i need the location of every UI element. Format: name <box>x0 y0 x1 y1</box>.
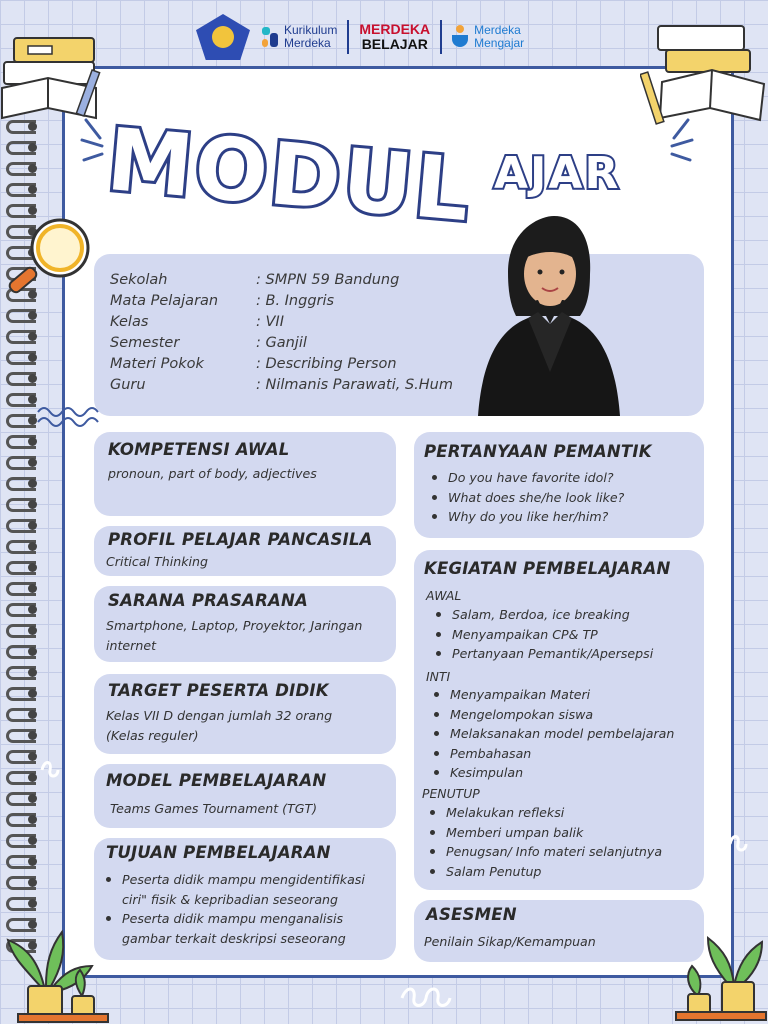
spiral-hole <box>28 458 37 467</box>
kurikulum-text-1: Kurikulum <box>284 23 338 37</box>
info-row-mapel: Mata Pelajaran : B. Inggris <box>110 293 335 309</box>
spiral-hole <box>28 899 37 908</box>
spiral-hole <box>28 374 37 383</box>
kurikulum-merdeka-mark-icon <box>260 25 280 49</box>
merdeka-mengajar-text-2: Mengajar <box>474 36 525 50</box>
sarana-prasarana-card <box>94 586 396 662</box>
spiral-hole <box>28 395 37 404</box>
tujuan-item: Peserta didik mampu mengidentifikasi ciri" fisik & kepribadian seseorang <box>100 870 386 909</box>
spiral-hole <box>28 479 37 488</box>
squiggle-decoration <box>726 830 754 856</box>
spiral-hole <box>28 311 37 320</box>
spiral-hole <box>28 794 37 803</box>
kegiatan-penutup-item: Salam Penutup <box>424 862 662 882</box>
pertanyaan-item: Why do you like her/him? <box>426 507 624 527</box>
tujuan-pembelajaran-title: TUJUAN PEMBELAJARAN <box>106 843 331 862</box>
spiral-hole <box>28 752 37 761</box>
spiral-hole <box>28 857 37 866</box>
spiral-hole <box>28 815 37 824</box>
kegiatan-awal-item: Menyampaikan CP& TP <box>430 625 653 645</box>
target-peserta-card <box>94 674 396 754</box>
kegiatan-inti-label: INTI <box>426 669 451 684</box>
kegiatan-inti-item: Kesimpulan <box>428 763 674 783</box>
model-pembelajaran-title: MODEL PEMBELAJARAN <box>106 771 327 790</box>
spiral-hole <box>28 437 37 446</box>
spiral-hole <box>28 185 37 194</box>
merdeka-belajar-text-2: BELAJAR <box>361 36 428 52</box>
target-peserta-title: TARGET PESERTA DIDIK <box>108 681 329 700</box>
spiral-hole <box>28 605 37 614</box>
spiral-hole <box>28 500 37 509</box>
kegiatan-pembelajaran-card <box>414 550 704 890</box>
spiral-hole <box>28 710 37 719</box>
spiral-hole <box>28 731 37 740</box>
kegiatan-inti-item: Menyampaikan Materi <box>428 685 674 705</box>
merdeka-belajar-logo <box>359 22 430 52</box>
info-row-guru: Guru : Nilmanis Parawati, S.Hum <box>110 377 453 393</box>
kompetensi-awal-text: pronoun, part of body, adjectives <box>108 466 317 481</box>
spiral-hole <box>28 542 37 551</box>
spiral-hole <box>28 164 37 173</box>
pertanyaan-item: What does she/he look like? <box>426 488 624 508</box>
kompetensi-awal-card <box>94 432 396 516</box>
spiral-hole <box>28 521 37 530</box>
target-peserta-text-1: Kelas VII D dengan jumlah 32 orang <box>106 708 333 723</box>
merdeka-mengajar-logo <box>452 24 524 50</box>
spiral-hole <box>28 647 37 656</box>
pertanyaan-item: Do you have favorite idol? <box>426 468 624 488</box>
kegiatan-penutup-item: Memberi umpan balik <box>424 823 662 843</box>
logo-divider <box>347 20 349 54</box>
sparkle-lines-icon <box>652 116 696 166</box>
kegiatan-awal-list <box>430 605 653 664</box>
teacher-photo <box>468 212 624 416</box>
kegiatan-penutup-list <box>424 803 662 881</box>
tujuan-list <box>100 870 386 948</box>
spiral-hole <box>28 626 37 635</box>
tut-wuri-handayani-logo <box>196 14 250 60</box>
kurikulum-text-2: Merdeka <box>284 36 331 50</box>
kompetensi-awal-title: KOMPETENSI AWAL <box>108 440 290 459</box>
books-icon <box>0 18 108 128</box>
sarana-prasarana-text-1: Smartphone, Laptop, Proyektor, Jaringan <box>106 618 363 633</box>
pertanyaan-pemantik-card <box>414 432 704 538</box>
info-row-sekolah: Sekolah : SMPN 59 Bandung <box>110 272 400 288</box>
model-pembelajaran-text: Teams Games Tournament (TGT) <box>110 801 318 816</box>
title-modul: MODUL <box>103 110 476 242</box>
profil-pelajar-text: Critical Thinking <box>106 554 208 569</box>
merdeka-belajar-text-1: MERDEKA <box>359 21 431 37</box>
tujuan-item: Peserta didik mampu menganalisis gambar terkait deskripsi seseorang <box>100 909 386 948</box>
merdeka-mengajar-mark-icon <box>452 25 470 49</box>
sarana-prasarana-title: SARANA PRASARANA <box>108 591 308 610</box>
info-row-semester: Semester : Ganjil <box>110 335 307 351</box>
asesmen-text: Penilain Sikap/Kemampuan <box>424 934 596 949</box>
kegiatan-pembelajaran-title: KEGIATAN PEMBELAJARAN <box>424 559 671 578</box>
logo-divider <box>440 20 442 54</box>
squiggle-decoration <box>398 984 458 1010</box>
squiggle-decoration <box>38 754 68 780</box>
spiral-hole <box>28 584 37 593</box>
pertanyaan-list <box>426 468 624 527</box>
kegiatan-inti-item: Melaksanakan model pembelajaran <box>428 724 674 744</box>
magnifier-icon <box>2 212 98 308</box>
kegiatan-penutup-item: Penugsan/ Info materi selanjutnya <box>424 842 662 862</box>
kegiatan-penutup-label: PENUTUP <box>422 786 480 801</box>
spiral-hole <box>28 353 37 362</box>
spiral-hole <box>28 836 37 845</box>
tujuan-pembelajaran-card <box>94 838 396 960</box>
kegiatan-awal-label: AWAL <box>426 588 462 603</box>
kegiatan-inti-item: Pembahasan <box>428 744 674 764</box>
spiral-hole <box>28 332 37 341</box>
kegiatan-penutup-item: Melakukan refleksi <box>424 803 662 823</box>
asesmen-title: ASESMEN <box>426 905 517 924</box>
spiral-hole <box>28 563 37 572</box>
title-ajar: AJAR <box>494 148 621 199</box>
target-peserta-text-2: (Kelas reguler) <box>106 728 199 743</box>
info-row-kelas: Kelas : VII <box>110 314 284 330</box>
info-row-materi: Materi Pokok : Describing Person <box>110 356 397 372</box>
spiral-hole <box>28 668 37 677</box>
profil-pelajar-card <box>94 526 396 576</box>
logo-bar <box>196 12 524 62</box>
spiral-hole <box>28 689 37 698</box>
sarana-prasarana-text-2: internet <box>106 638 157 653</box>
kurikulum-merdeka-logo <box>260 24 337 50</box>
squiggle-decoration <box>36 404 100 430</box>
kegiatan-awal-item: Pertanyaan Pemantik/Apersepsi <box>430 644 653 664</box>
kegiatan-awal-item: Salam, Berdoa, ice breaking <box>430 605 653 625</box>
spiral-hole <box>28 878 37 887</box>
spiral-hole <box>28 773 37 782</box>
profil-pelajar-title: PROFIL PELAJAR PANCASILA <box>108 530 373 549</box>
kegiatan-inti-list <box>428 685 674 783</box>
kegiatan-inti-item: Mengelompokan siswa <box>428 705 674 725</box>
spiral-hole <box>28 143 37 152</box>
merdeka-mengajar-text-1: Merdeka <box>474 23 521 37</box>
asesmen-card <box>414 900 704 962</box>
pertanyaan-pemantik-title: PERTANYAAN PEMANTIK <box>424 442 652 461</box>
model-pembelajaran-card <box>94 764 396 828</box>
